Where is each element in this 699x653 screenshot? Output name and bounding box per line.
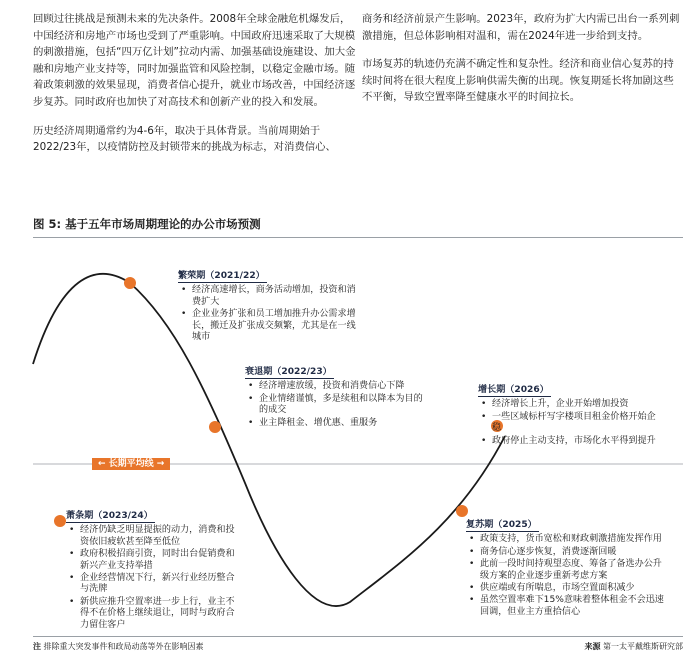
phase-item: • 经济增速放缓，投资和消费信心下降 xyxy=(245,381,425,392)
phase-boom-title: 繁荣期（2021/22） xyxy=(178,271,267,283)
phase-growth xyxy=(478,385,663,448)
phase-item: • 虽然空置率难下15%意味着整体租金不会迅速回调，但业主方重拾信心 xyxy=(466,595,666,618)
phase-item: • 企业业务扩张和员工增加推升办公需求增长，搬迁及扩张成交频繁，尤其是在一线城市 xyxy=(178,309,363,343)
paragraph: 商务和经济前景产生影响。2023年，政府为扩大内需已出台一系列刺激措施，但总体影响相对温和，需在2024年进一步给到支持。 xyxy=(362,13,680,42)
phase-recovery xyxy=(466,520,666,619)
long-term-average-label: ← 长期平均线 → xyxy=(92,458,170,470)
phase-item: • 经济高速增长，商务活动增加，投资和消费扩大 xyxy=(178,285,363,308)
paragraph: 回顾过往挑战是预测未来的先决条件。2008年全球金融危机爆发后，中国经济和房地产市场也受到了严重影响。中国政府迅速采取了大规模的刺激措施，包括“四万亿计划”拉动内需、加强基础设施建设、加大金融和房地产业支持等，同时加强监管和风险控制，以稳定金融市场。随着政策刺激的效果显现，消费者信心提升，就业市场改善，中国经济逐步复苏。同时政府也加快了对高技术和创新产业的投入和发展。 xyxy=(33,13,356,108)
source-credit xyxy=(584,641,683,652)
phase-boom xyxy=(178,271,363,344)
phase-item: • 供应端或有所喘息，市场空置面积减少 xyxy=(466,583,666,594)
paragraph: 历史经济周期通常约为4-6年，取决于具体背景。当前周期始于2022/23年，以疫情防控及封锁带来的挑战为标志，对消费信心、 xyxy=(33,124,336,154)
source-text: 第一太平戴维斯研究部 xyxy=(603,642,683,651)
boom-marker xyxy=(124,277,136,289)
phase-growth-title: 增长期（2026） xyxy=(478,385,551,397)
depression-marker xyxy=(54,515,66,527)
body-text-left-column xyxy=(33,11,357,168)
phase-item: • 企业情绪谨慎，多是续租和以降本为目的的成交 xyxy=(245,394,425,417)
paragraph: 市场复苏的轨迹仍充满不确定性和复杂性。经济和商业信心复苏的持续时间将在很大程度上影响供需失衡的出现。恢复期延长将加剧这些不平衡，导致空置率降至健康水平的时间拉长。 xyxy=(362,58,674,104)
phase-recession-title: 衰退期（2022/23） xyxy=(245,367,334,379)
footnote xyxy=(33,641,204,652)
recession-marker xyxy=(209,421,221,433)
phase-item: • 业主降租金、增优惠、重服务 xyxy=(245,418,425,429)
phase-item: • 经济增长上升，企业开始增加投资 xyxy=(478,399,663,410)
phase-depression-title: 萧条期（2023/24） xyxy=(66,511,155,523)
phase-item: • 政策支持，货币宽松和财政刺激措施发挥作用 xyxy=(466,534,666,545)
phase-item: • 商务信心逐步恢复，消费逐渐回暖 xyxy=(466,547,666,558)
phase-item: • 一些区域标杆写字楼项目租金价格开始企稳 xyxy=(478,412,663,435)
phase-item: • 新供应推升空置率进一步上行，业主不得不在价格上继续退让，同时与政府合力留住客户 xyxy=(66,597,236,631)
body-text-right-column xyxy=(362,11,682,118)
footnote-text: 排除重大突发事件和政局动荡等外在影响因素 xyxy=(43,642,204,651)
source-label: 来源 xyxy=(584,642,601,651)
figure-title: 图 5: 基于五年市场周期理论的办公市场预测 xyxy=(33,217,261,231)
phase-item: • 政府停止主动支持，市场化水平得到提升 xyxy=(478,436,663,447)
phase-item: • 此前一段时间持观望态度、筹备了备选办公升级方案的企业逐步重新考虑方案 xyxy=(466,559,666,582)
phase-item: • 企业经营情况下行，新兴行业经历整合与洗牌 xyxy=(66,573,236,596)
footer-divider xyxy=(33,636,683,637)
phase-recession xyxy=(245,367,425,430)
recovery-marker xyxy=(456,505,468,517)
phase-recovery-title: 复苏期（2025） xyxy=(466,520,539,532)
footnote-label: 注 xyxy=(33,642,41,651)
phase-item: • 政府积极招商引资，同时出台促销费和新兴产业支持举措 xyxy=(66,549,236,572)
phase-item: • 经济仍缺乏明显提振的动力，消费和投资依旧疲软甚至降至低位 xyxy=(66,525,236,548)
phase-depression xyxy=(66,511,236,632)
